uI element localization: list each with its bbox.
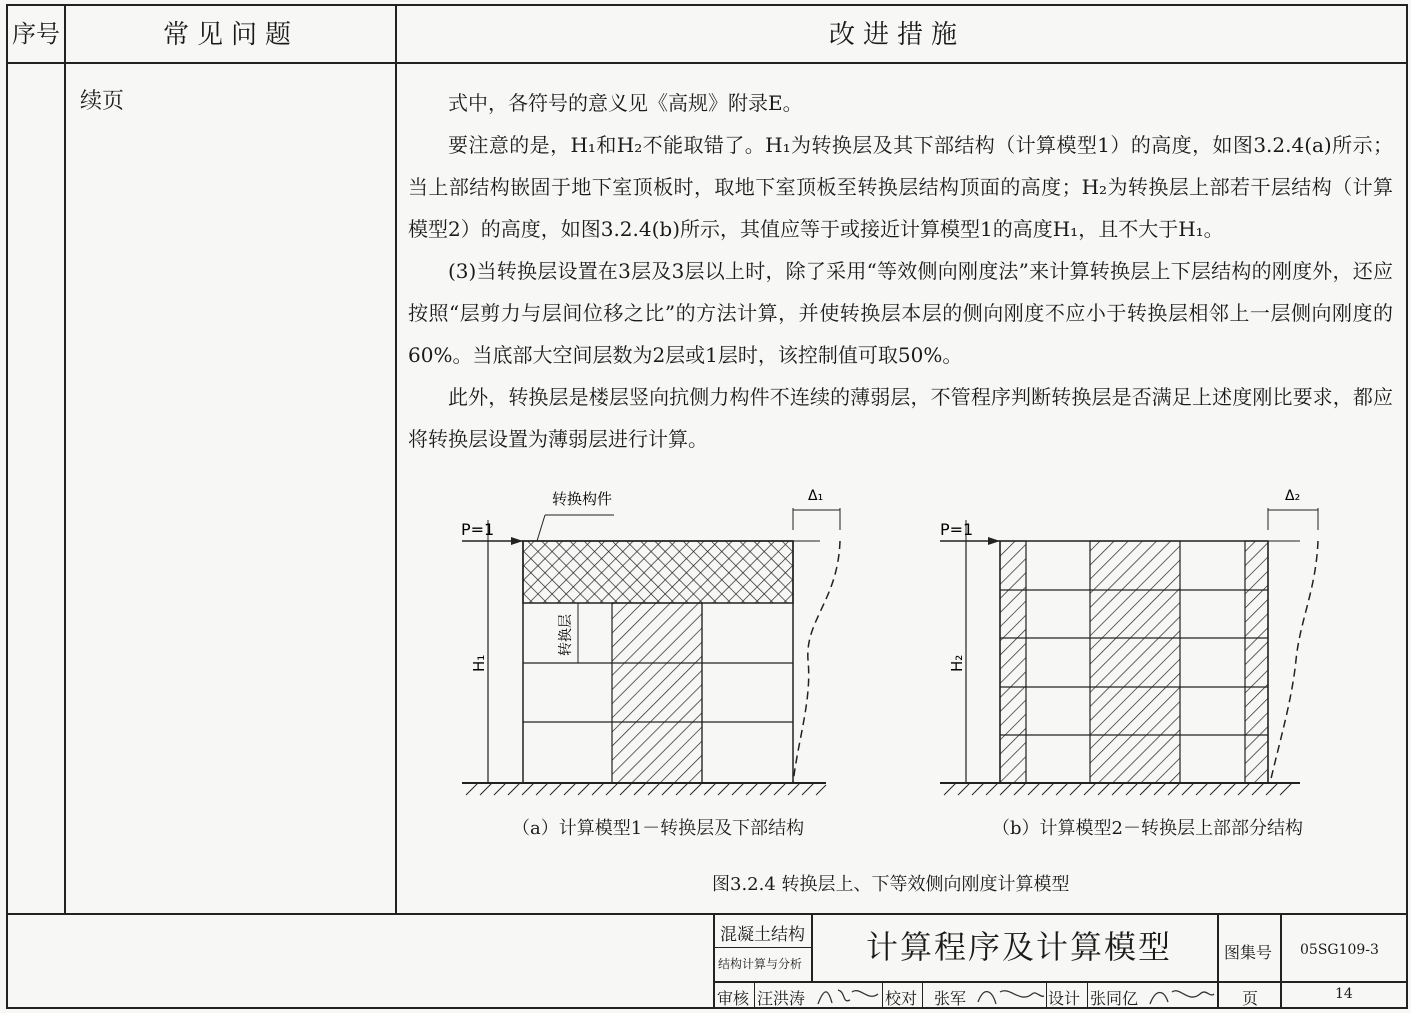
check-label: 校对 bbox=[885, 989, 918, 1008]
tb-row-line bbox=[713, 981, 1408, 983]
drawing-title: 计算程序及计算模型 bbox=[865, 928, 1172, 966]
tb-line-1 bbox=[713, 913, 715, 1009]
tb-category: 混凝土结构 bbox=[720, 925, 805, 945]
paragraph-3: (3)当转换层设置在3层及3层以上时，除了采用“等效侧向刚度法”来计算转换层上下层结构的刚度外，还应按照“层剪力与层间位移之比”的方法计算，并使转换层本层的侧向刚度不应小于转换层相邻上一层侧向刚度的60%。当底部大空间层数为2层或1层时，该控制值可取50%。 bbox=[408, 259, 1393, 367]
paragraph-1: 式中，各符号的意义见《高规》附录E。 bbox=[448, 91, 803, 115]
member-label: 转换构件 bbox=[552, 490, 613, 508]
atlas-label: 图集号 bbox=[1224, 943, 1273, 962]
tb-sep-d bbox=[1046, 981, 1047, 1009]
body-bottom-line bbox=[6, 913, 1408, 915]
page-number: 14 bbox=[1335, 986, 1353, 1002]
caption-b: （b）计算模型2－转换层上部部分结构 bbox=[992, 818, 1303, 839]
col-divider-1 bbox=[64, 4, 66, 914]
review-name: 汪洪涛 bbox=[757, 989, 806, 1008]
tb-sep-c bbox=[922, 981, 923, 1009]
tb-subcategory: 结构计算与分析 bbox=[718, 957, 803, 971]
tb-line-2 bbox=[811, 913, 813, 983]
delta-2-label: Δ₂ bbox=[1285, 488, 1301, 504]
body-text bbox=[408, 82, 1393, 460]
page-label: 页 bbox=[1242, 989, 1259, 1008]
col-divider-2 bbox=[395, 4, 397, 914]
paragraph-2: 要注意的是，H₁和H₂不能取错了。H₁为转换层及其下部结构（计算模型1）的高度，如图3.2.4(a)所示；当上部结构嵌固于地下室顶板时，取地下室顶板至转换层结构顶面的高度；H₂为转换层上部若干层结构（计算模型2）的高度，如图3.2.4(b)所示，其值应等于或接近计算模型1的高度H₁，且不大于H₁。 bbox=[408, 133, 1393, 241]
continued-note: 续页 bbox=[80, 89, 125, 114]
atlas-number: 05SG109-3 bbox=[1300, 942, 1379, 958]
check-name: 张军 bbox=[934, 989, 967, 1008]
paragraph-4: 此外，转换层是楼层竖向抗侧力构件不连续的薄弱层，不管程序判断转换层是否满足上述度刚比要求，都应将转换层设置为薄弱层进行计算。 bbox=[408, 385, 1393, 451]
review-label: 审核 bbox=[717, 989, 750, 1008]
tb-sub-line bbox=[713, 947, 811, 948]
tb-sep-e bbox=[1087, 981, 1088, 1009]
height-1-label: H₁ bbox=[470, 654, 488, 672]
load-label-b: P=1 bbox=[940, 520, 974, 539]
delta-1-label: Δ₁ bbox=[808, 488, 824, 504]
design-label: 设计 bbox=[1048, 989, 1081, 1008]
header-no: 序号 bbox=[12, 20, 60, 48]
caption-a: （a）计算模型1－转换层及下部结构 bbox=[512, 818, 805, 839]
tb-sep-b bbox=[882, 981, 883, 1009]
transfer-floor-label: 转换层 bbox=[558, 614, 574, 656]
header-issue: 常见问题 bbox=[162, 20, 299, 50]
tb-line-4 bbox=[1280, 913, 1282, 1009]
load-label-a: P=1 bbox=[461, 520, 495, 539]
header-divider bbox=[6, 62, 1408, 64]
height-2-label: H₂ bbox=[948, 654, 966, 672]
figure-title: 图3.2.4 转换层上、下等效侧向刚度计算模型 bbox=[712, 874, 1070, 895]
header-fix: 改进措施 bbox=[828, 20, 965, 50]
tb-sep-a bbox=[754, 981, 755, 1009]
design-name: 张同亿 bbox=[1090, 989, 1139, 1008]
